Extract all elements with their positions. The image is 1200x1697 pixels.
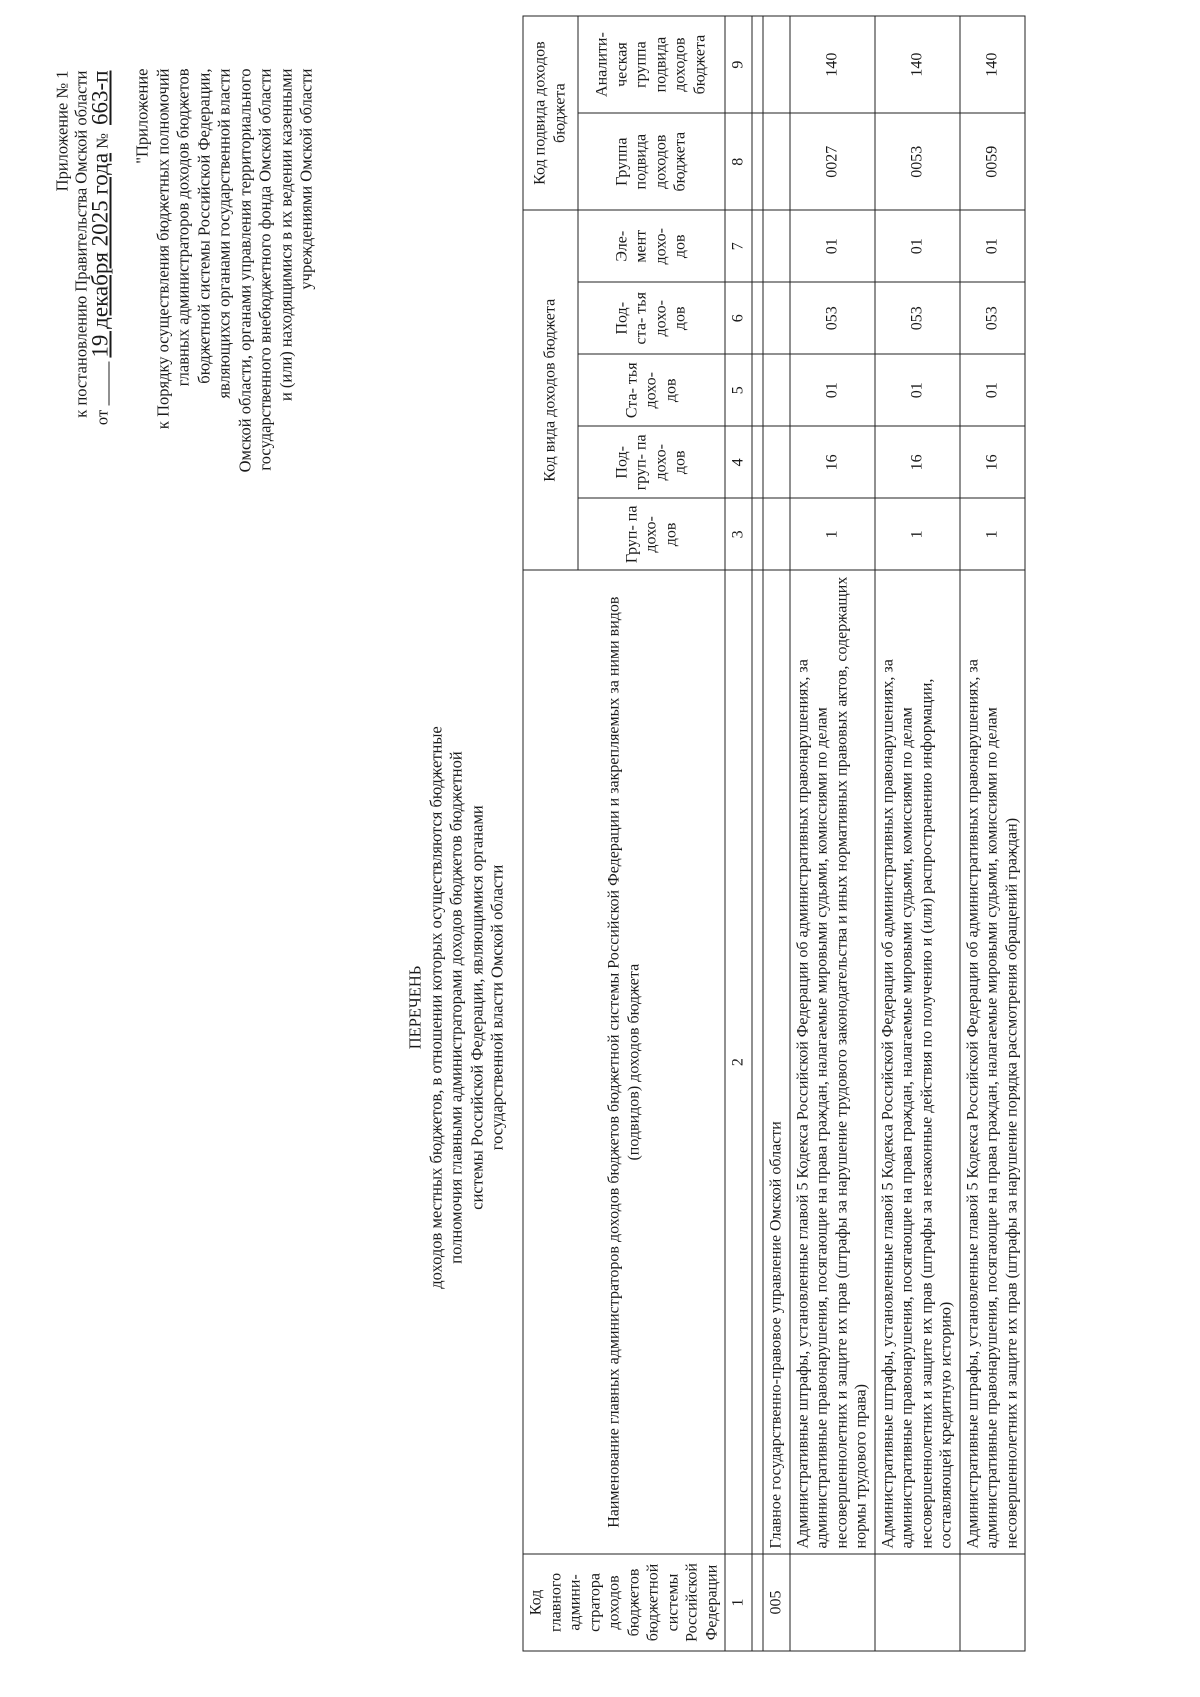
attachment-line-6: Омской области, органами управления территориального: [234, 68, 254, 472]
section-name: Главное государственно-правовое управление Омской области: [763, 570, 790, 1554]
income-subkind: 0053: [874, 113, 959, 210]
title-line-4: государственной власти Омской области: [487, 864, 506, 1150]
attachment-line-7: государственного внебюджетного фонда Омской области: [255, 68, 274, 471]
income-subarticle: 053: [789, 282, 874, 354]
spacer-row: [752, 16, 763, 1651]
attachment-line-3: главных администраторов доходов бюджетов: [173, 68, 192, 386]
header-article: Ста- тья дохо- дов: [577, 354, 724, 426]
income-subarticle: 053: [874, 282, 959, 354]
attachment-line-2: к Порядку осуществления бюджетных полномочий: [152, 68, 172, 429]
income-subgroup: 16: [874, 426, 959, 498]
title-line-2: полномочия главными администраторами доходов бюджетов бюджетной: [446, 750, 465, 1264]
attachment-block: [132, 68, 317, 628]
table-row: [874, 16, 959, 1651]
income-group: 1: [874, 498, 959, 570]
income-analytic: 140: [959, 16, 1025, 113]
income-analytic: 140: [874, 16, 959, 113]
income-name: Административные штрафы, установленные главой 5 Кодекса Российской Федерации об административных правонарушениях, за административные правонарушения, посягающие на права граждан, налагаемые мировыми судьями, комиссиями по делам несовершеннолетних и защите их прав (штрафы за незаконные действия по получению и (или) распространению информации, составляющей кредитную историю): [874, 570, 959, 1554]
approval-line-2: к постановлению Правительства Омской области: [71, 70, 90, 418]
column-number: 3: [725, 498, 752, 570]
header-subkind-group: Группа подвида доходов бюджета: [577, 113, 724, 210]
header-element: Эле- мент дохо- дов: [577, 210, 724, 282]
header-admin-code: Код главного админи- стратора доходов бюджетов бюджетной системы Российской Федерации: [523, 1553, 725, 1650]
section-row: [763, 16, 790, 1651]
title-line-1: доходов местных бюджетов, в отношении которых осуществляются бюджетные: [425, 725, 445, 1289]
column-number: 4: [725, 426, 752, 498]
column-number: 2: [725, 570, 752, 1554]
income-subkind: 0027: [789, 113, 874, 210]
table-row: [789, 16, 874, 1651]
approval-line-1: Приложение № 1: [52, 70, 71, 191]
income-subarticle: 053: [959, 282, 1025, 354]
title-line-3: системы Российской Федерации, являющимися органами: [466, 804, 486, 1210]
approval-date-line: [87, 70, 112, 425]
header-analytic-group: Аналити- ческая группа подвида доходов бюджета: [577, 16, 724, 113]
attachment-line-9: учреждениями Омской области: [296, 68, 315, 290]
income-element: 01: [789, 210, 874, 282]
column-number: 6: [725, 282, 752, 354]
header-name: Наименование главных администраторов доходов бюджетов бюджетной системы Российской Федерации и закрепляемых за ними видов (подвидов) доходов бюджета: [523, 570, 725, 1554]
header-kind-code: Код вида доходов бюджета: [523, 210, 578, 570]
income-subgroup: 16: [789, 426, 874, 498]
column-number: 1: [725, 1553, 752, 1650]
income-name: Административные штрафы, установленные главой 5 Кодекса Российской Федерации об административных правонарушениях, за административные правонарушения, посягающие на права граждан, налагаемые мировыми судьями, комиссиями по делам несовершеннолетних и защите их прав (штрафы за нарушение порядка рассмотрения обращений граждан): [959, 570, 1025, 1554]
income-article: 01: [789, 354, 874, 426]
header-subarticle: Под- ста- тья дохо- дов: [577, 282, 724, 354]
header-group: Груп- па дохо- дов: [577, 498, 724, 570]
income-subgroup: 16: [959, 426, 1025, 498]
column-numbers-row: [725, 16, 752, 1651]
income-group: 1: [959, 498, 1025, 570]
income-article: 01: [959, 354, 1025, 426]
income-element: 01: [874, 210, 959, 282]
date-blank: [92, 361, 109, 405]
number-label: №: [92, 132, 111, 149]
from-label: от: [92, 409, 111, 425]
income-article: 01: [874, 354, 959, 426]
approval-date: 19 декабря 2025 года: [87, 152, 112, 358]
section-code: 005: [763, 1553, 790, 1650]
approval-number: 663-п: [87, 70, 112, 125]
header-subkind-code: Код подвида доходов бюджета: [523, 16, 578, 210]
document-title: [405, 677, 508, 1337]
header-row-1: [523, 16, 578, 1651]
header-subgroup: Под- груп- па дохо- дов: [577, 426, 724, 498]
approval-block: [52, 70, 111, 425]
column-number: 9: [725, 16, 752, 113]
attachment-line-4: бюджетной системы Российской Федерации,: [193, 68, 213, 384]
column-number: 7: [725, 210, 752, 282]
income-element: 01: [959, 210, 1025, 282]
income-table: [522, 15, 1025, 1651]
income-group: 1: [789, 498, 874, 570]
income-subkind: 0059: [959, 113, 1025, 210]
attachment-line-1: "Приложение: [132, 68, 151, 164]
column-number: 8: [725, 113, 752, 210]
column-number: 5: [725, 354, 752, 426]
attachment-line-8: и (или) находящимися в их ведении казенными: [275, 68, 295, 401]
table-row: [959, 16, 1025, 1651]
income-analytic: 140: [789, 16, 874, 113]
attachment-line-5: являющихся органами государственной власти: [214, 68, 233, 399]
title-heading: ПЕРЕЧЕНЬ: [405, 965, 424, 1049]
income-name: Административные штрафы, установленные главой 5 Кодекса Российской Федерации об административных правонарушениях, за административные правонарушения, посягающие на права граждан, налагаемые мировыми судьями, комиссиями по делам несовершеннолетних и защите их прав (штрафы за нарушение трудового законодательства и иных нормативных правовых актов, содержащих нормы трудового права): [789, 570, 874, 1554]
